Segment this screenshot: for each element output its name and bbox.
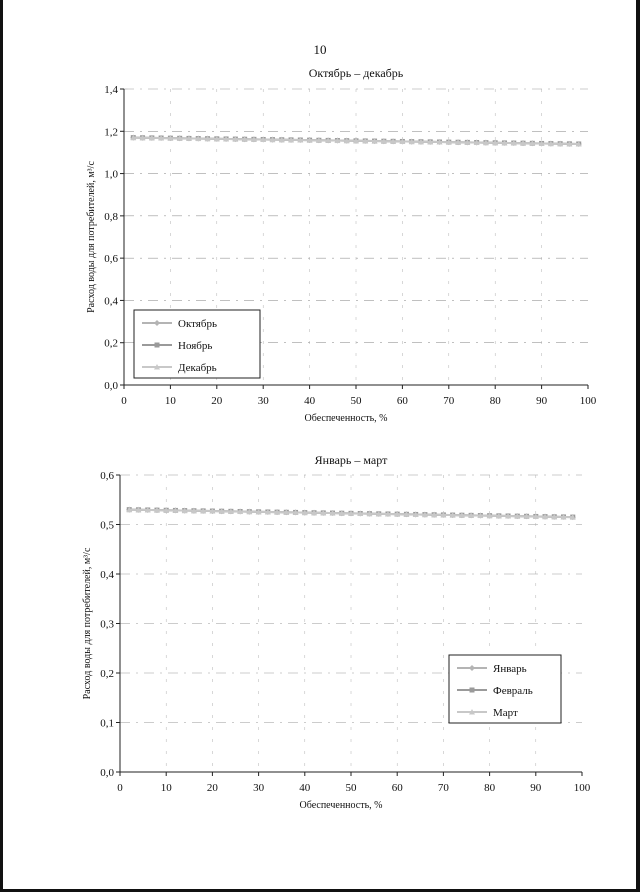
legend-label: Март bbox=[493, 707, 518, 719]
y-tick-label: 0,4 bbox=[100, 569, 114, 581]
y-tick-label: 0,0 bbox=[100, 767, 114, 779]
x-tick-label: 60 bbox=[396, 395, 408, 407]
x-tick-label: 50 bbox=[345, 782, 357, 794]
chart-oct-dec bbox=[0, 60, 640, 440]
y-tick-label: 0,2 bbox=[104, 337, 118, 350]
x-tick-label: 100 bbox=[573, 782, 591, 794]
x-tick-label: 20 bbox=[211, 395, 223, 407]
y-tick-label: 0,3 bbox=[100, 618, 114, 631]
y-axis-label: Расход воды для потребителей, м³/с bbox=[82, 547, 93, 700]
series-Март bbox=[126, 507, 576, 520]
y-tick-label: 0,4 bbox=[104, 295, 118, 308]
x-tick-label: 90 bbox=[536, 395, 548, 407]
x-tick-label: 0 bbox=[117, 782, 123, 794]
chart-jan-mar bbox=[0, 445, 640, 835]
y-tick-label: 1,0 bbox=[104, 168, 118, 181]
x-tick-label: 70 bbox=[443, 395, 455, 407]
legend bbox=[134, 310, 260, 378]
x-tick-label: 100 bbox=[579, 395, 597, 407]
x-tick-label: 30 bbox=[257, 395, 269, 407]
chart-title: Январь – март bbox=[314, 453, 388, 467]
y-axis-label: Расход воды для потребителей, м³/с bbox=[86, 161, 97, 313]
x-tick-label: 50 bbox=[350, 395, 362, 407]
x-tick-label: 60 bbox=[391, 782, 403, 794]
y-tick-label: 0,0 bbox=[104, 380, 118, 392]
legend-swatch-marker bbox=[470, 688, 475, 693]
legend-label: Февраль bbox=[493, 685, 533, 697]
chart-title: Октябрь – декабрь bbox=[308, 66, 404, 80]
y-tick-label: 1,2 bbox=[104, 126, 118, 139]
y-tick-label: 0,6 bbox=[100, 470, 114, 482]
x-axis-label: Обеспеченность, % bbox=[299, 800, 383, 811]
x-tick-label: 0 bbox=[121, 395, 127, 407]
legend-label: Октябрь bbox=[178, 318, 217, 330]
y-tick-label: 0,5 bbox=[100, 519, 114, 532]
legend-label: Декабрь bbox=[178, 362, 217, 374]
y-tick-label: 0,8 bbox=[104, 210, 118, 223]
legend-label: Январь bbox=[493, 663, 527, 675]
x-tick-label: 10 bbox=[164, 395, 176, 407]
legend-swatch-marker bbox=[155, 343, 160, 348]
x-axis-label: Обеспеченность, % bbox=[304, 413, 388, 424]
x-tick-label: 90 bbox=[530, 782, 542, 794]
x-tick-label: 40 bbox=[299, 782, 311, 794]
x-tick-label: 80 bbox=[484, 782, 496, 794]
x-tick-label: 80 bbox=[489, 395, 501, 407]
x-tick-label: 70 bbox=[437, 782, 449, 794]
legend-label: Ноябрь bbox=[178, 340, 213, 352]
y-tick-label: 0,2 bbox=[100, 668, 114, 680]
legend bbox=[449, 655, 561, 723]
x-tick-label: 40 bbox=[304, 395, 316, 407]
y-tick-label: 0,1 bbox=[100, 717, 114, 730]
x-tick-label: 30 bbox=[253, 782, 265, 794]
y-tick-label: 0,6 bbox=[104, 253, 118, 266]
y-tick-label: 1,4 bbox=[104, 84, 118, 96]
page-number: 10 bbox=[313, 42, 327, 57]
x-tick-label: 20 bbox=[206, 782, 218, 794]
x-tick-label: 10 bbox=[160, 782, 172, 794]
series-Декабрь bbox=[130, 135, 581, 147]
